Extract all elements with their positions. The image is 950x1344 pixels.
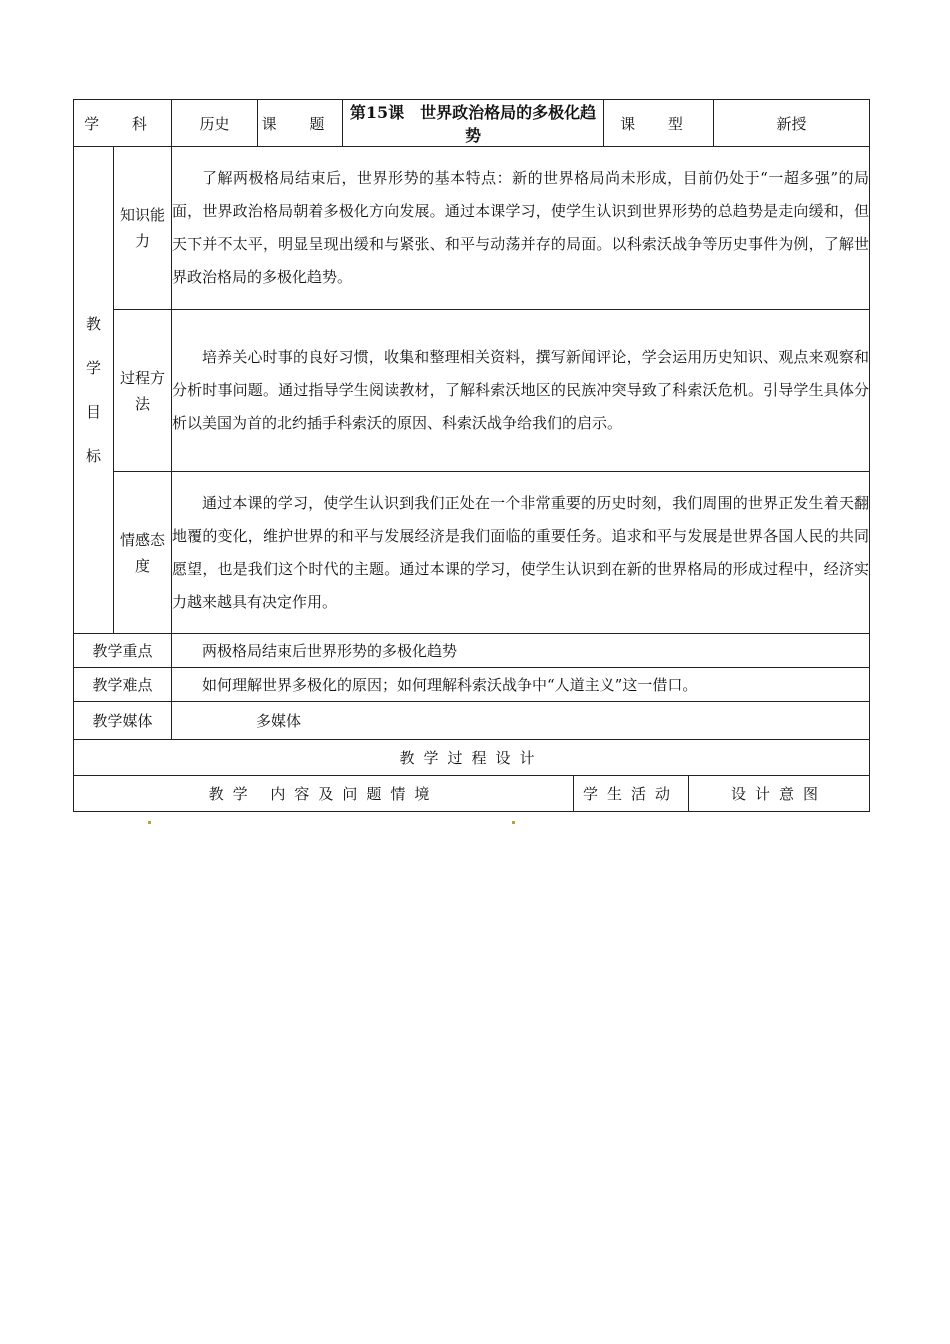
media-row	[74, 702, 870, 740]
process-col-intent: 设计意图	[689, 776, 870, 812]
objectives-label-char: 教	[85, 315, 101, 333]
knowledge-label: 知识能力	[114, 147, 172, 310]
decorative-dot	[148, 821, 151, 824]
subject-value: 历史	[172, 100, 258, 147]
subject-label: 学 科	[74, 100, 172, 147]
process-title: 教学过程设计	[74, 740, 870, 776]
media-label: 教学媒体	[74, 702, 172, 740]
media-text: 多媒体	[172, 702, 870, 740]
objective-row-knowledge	[74, 147, 870, 310]
process-title-row	[74, 740, 870, 776]
key-point-label: 教学重点	[74, 634, 172, 668]
type-value: 新授	[714, 100, 870, 147]
topic-label: 课 题	[258, 100, 343, 147]
emotion-label: 情感态度	[114, 472, 172, 634]
process-col-content: 教学 内容及问题情境	[74, 776, 574, 812]
objectives-label-char: 目	[85, 403, 101, 421]
process-col-student: 学生活动	[574, 776, 689, 812]
decorative-dot	[512, 821, 515, 824]
topic-value: 第15课 世界政治格局的多极化趋势	[343, 100, 604, 147]
lesson-plan-table	[73, 99, 870, 812]
difficulty-row	[74, 668, 870, 702]
type-label: 课 型	[604, 100, 714, 147]
key-point-row	[74, 634, 870, 668]
process-method-label: 过程方法	[114, 310, 172, 472]
objective-row-emotion	[74, 472, 870, 634]
objectives-label	[74, 147, 114, 634]
knowledge-text: 了解两极格局结束后，世界形势的基本特点：新的世界格局尚未形成，目前仍处于“一超多强”的局面，世界政治格局朝着多极化方向发展。通过本课学习，使学生认识到世界形势的总趋势是走向缓和，但天下并不太平，明显呈现出缓和与紧张、和平与动荡并存的局面。以科索沃战争等历史事件为例，了解世界政治格局的多极化趋势。	[172, 147, 870, 310]
process-method-text: 培养关心时事的良好习惯，收集和整理相关资料，撰写新闻评论，学会运用历史知识、观点来观察和分析时事问题。通过指导学生阅读教材，了解科索沃地区的民族冲突导致了科索沃危机。引导学生具体分析以美国为首的北约插手科索沃的原因、科索沃战争给我们的启示。	[172, 310, 870, 472]
objectives-label-char: 标	[85, 447, 101, 465]
difficulty-text: 如何理解世界多极化的原因；如何理解科索沃战争中“人道主义”这一借口。	[172, 668, 870, 702]
emotion-text: 通过本课的学习，使学生认识到我们正处在一个非常重要的历史时刻，我们周围的世界正发生着天翻地覆的变化，维护世界的和平与发展经济是我们面临的重要任务。追求和平与发展是世界各国人民的共同愿望，也是我们这个时代的主题。通过本课的学习，使学生认识到在新的世界格局的形成过程中，经济实力越来越具有决定作用。	[172, 472, 870, 634]
objectives-label-char: 学	[85, 359, 101, 377]
process-header-row	[74, 776, 870, 812]
key-point-text: 两极格局结束后世界形势的多极化趋势	[172, 634, 870, 668]
objective-row-process	[74, 310, 870, 472]
header-row	[74, 100, 870, 147]
difficulty-label: 教学难点	[74, 668, 172, 702]
